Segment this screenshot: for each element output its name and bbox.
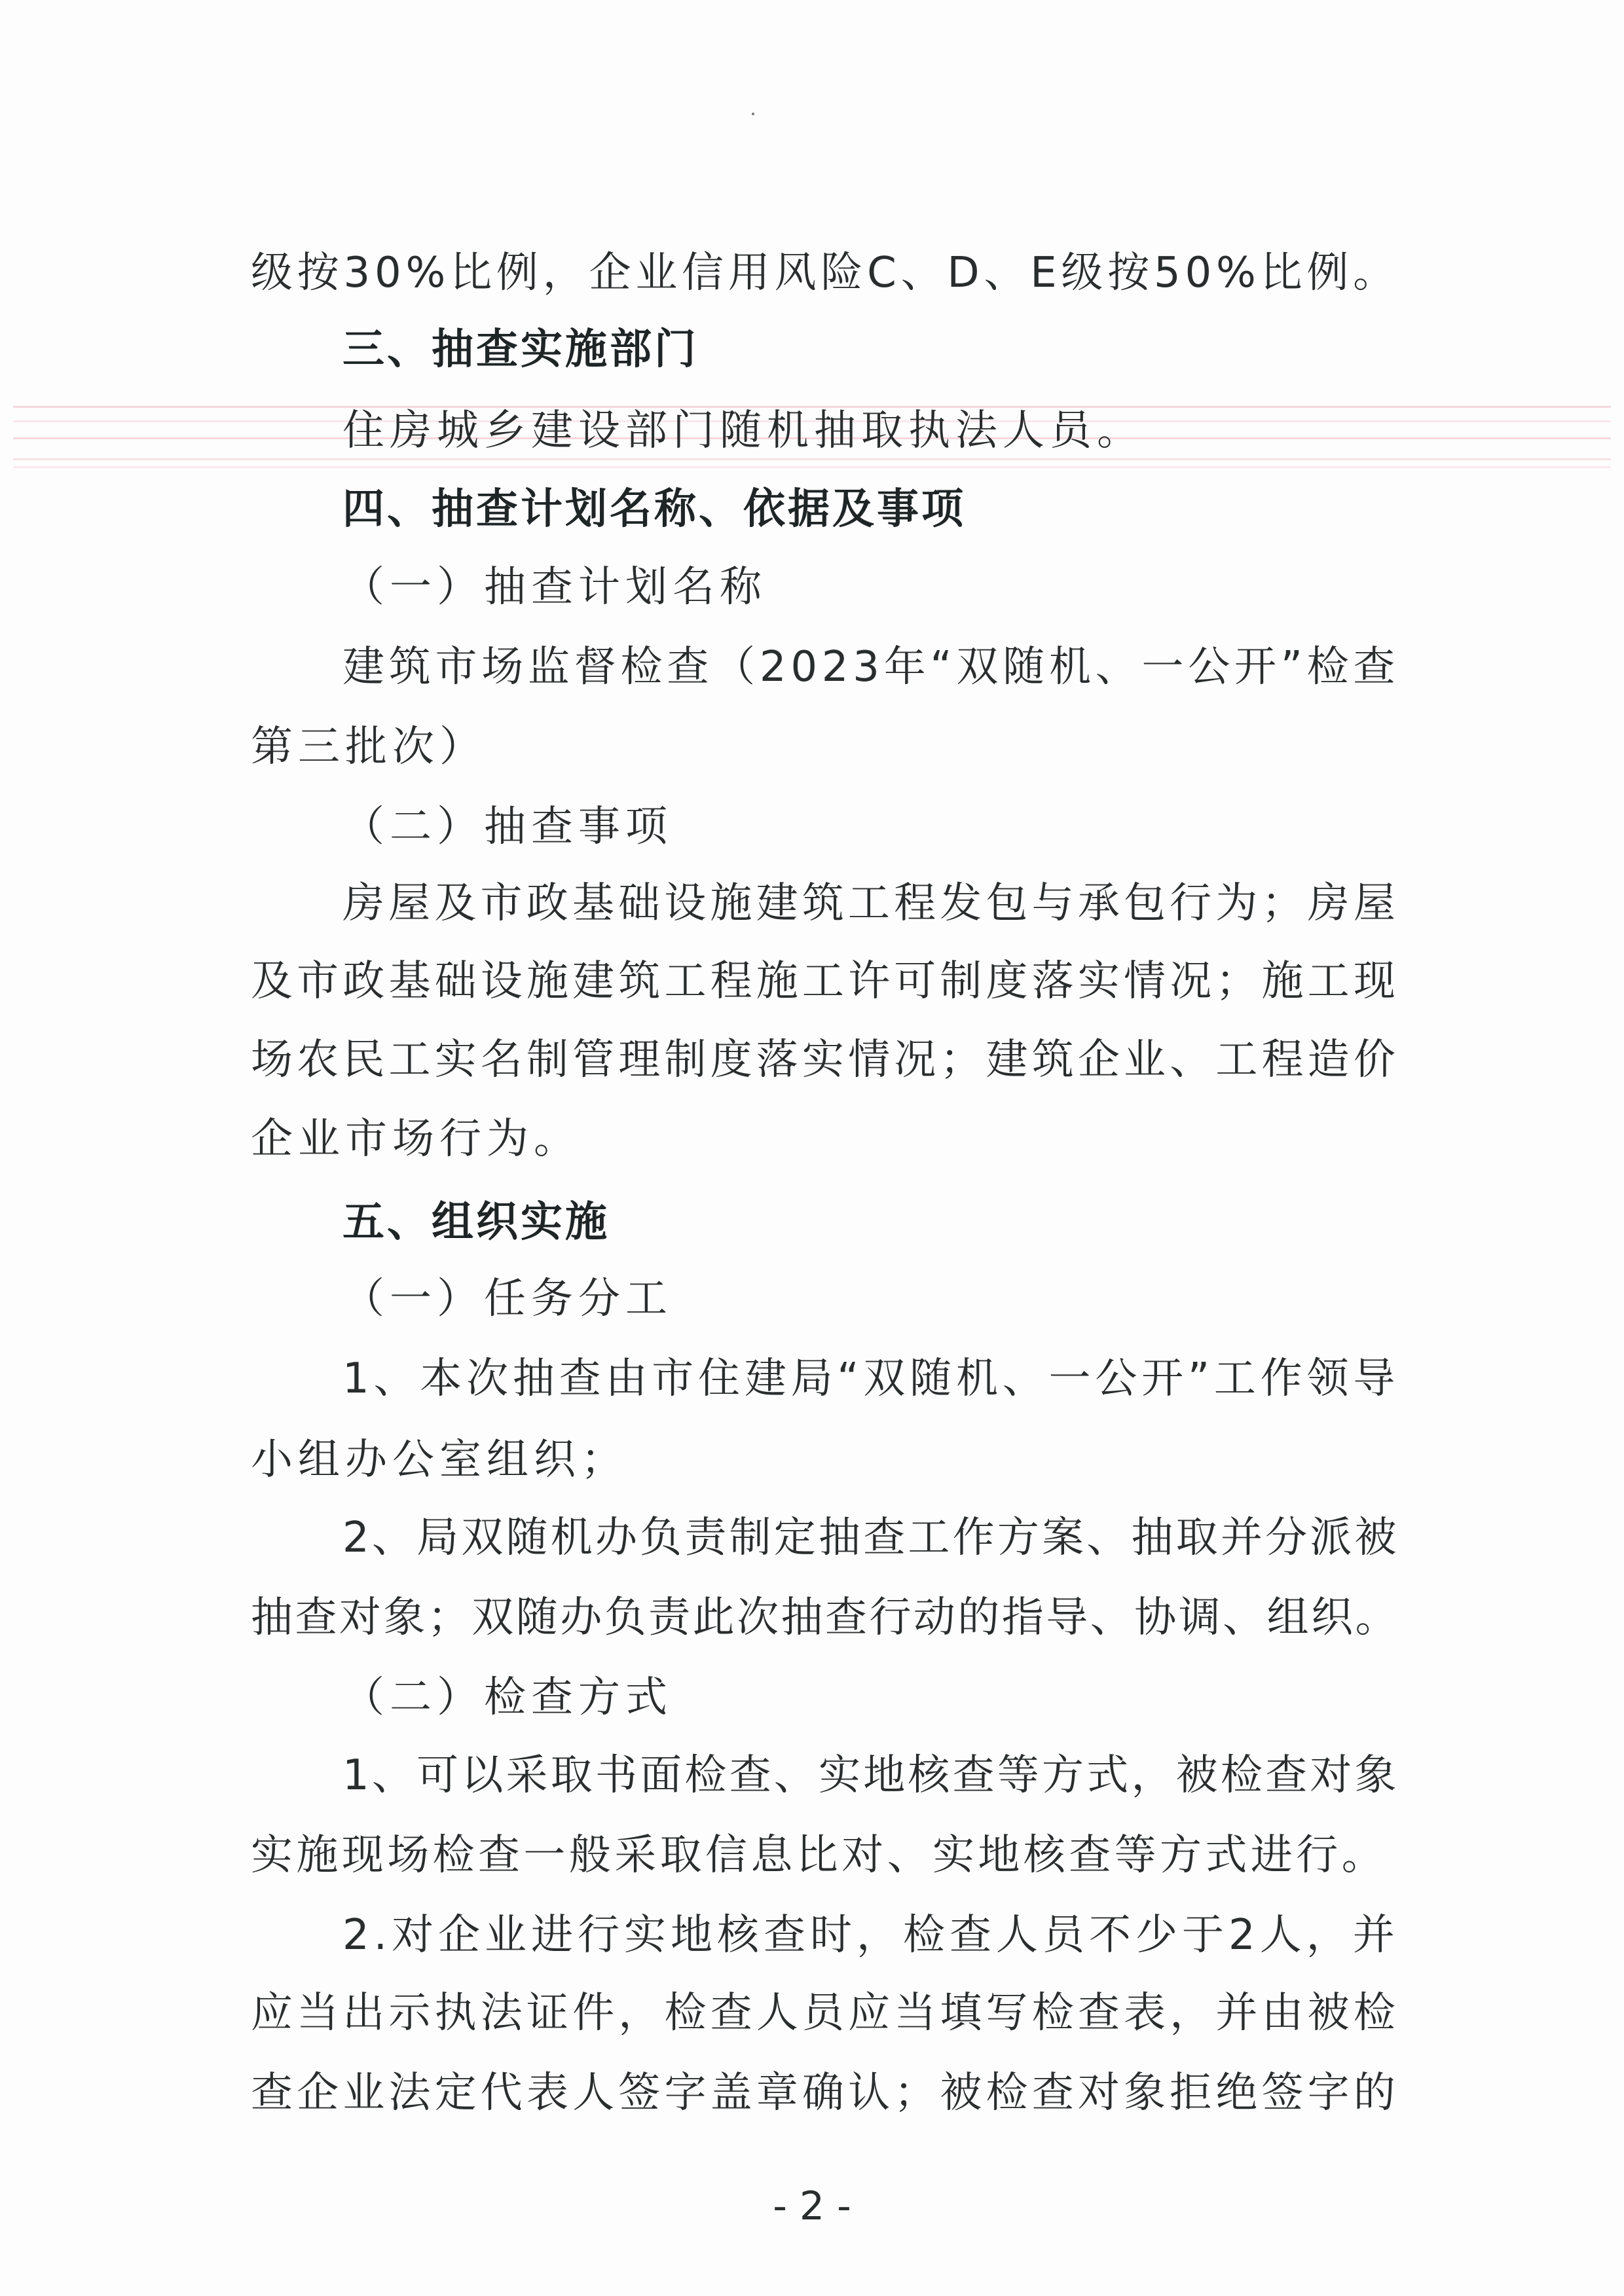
section-heading: 五、组织实施 xyxy=(342,1198,610,1247)
body-line: 级按30%比例，企业信用风险C、D、E级按50%比例。 xyxy=(251,249,1399,297)
subsection-heading: （一）抽查计划名称 xyxy=(342,563,767,611)
section-heading: 四、抽查计划名称、依据及事项 xyxy=(342,485,966,534)
body-line: 房屋及市政基础设施建筑工程发包与承包行为；房屋 xyxy=(342,879,1399,928)
body-line: 应当出示执法证件，检查人员应当填写检查表，并由被检 xyxy=(251,1989,1399,2037)
subsection-heading: （一）任务分工 xyxy=(342,1275,673,1323)
body-line: 第三批次） xyxy=(251,723,487,771)
body-line: 小组办公室组织； xyxy=(251,1436,628,1484)
subsection-heading: （二）抽查事项 xyxy=(342,803,673,851)
body-line: 1、本次抽查由市住建局“双随机、一公开”工作领导 xyxy=(342,1355,1400,1403)
subsection-heading: （二）检查方式 xyxy=(342,1673,673,1722)
section-heading: 三、抽查实施部门 xyxy=(342,325,699,374)
scan-artifact-line xyxy=(13,458,1611,460)
body-line: 建筑市场监督检查（2023年“双随机、一公开”检查 xyxy=(342,643,1400,691)
scan-artifact-line xyxy=(13,466,1611,468)
body-line: 查企业法定代表人签字盖章确认；被检查对象拒绝签字的 xyxy=(251,2069,1399,2117)
page-number: - 2 - xyxy=(773,2183,851,2229)
body-line: 抽查对象；双随办负责此次抽查行动的指导、协调、组织。 xyxy=(251,1594,1399,1642)
body-line: 住房城乡建设部门随机抽取执法人员。 xyxy=(342,407,1144,455)
body-line: 2.对企业进行实地核查时，检查人员不少于2人，并 xyxy=(342,1911,1399,1959)
body-line: 1、可以采取书面检查、实地核查等方式，被检查对象 xyxy=(342,1751,1399,1800)
body-line: 及市政基础设施建筑工程施工许可制度落实情况；施工现 xyxy=(251,957,1399,1006)
body-line: 企业市场行为。 xyxy=(251,1115,581,1163)
body-line: 2、局双随机办负责制定抽查工作方案、抽取并分派被 xyxy=(342,1514,1399,1562)
scan-speck xyxy=(752,113,754,115)
body-line: 场农民工实名制管理制度落实情况；建筑企业、工程造价 xyxy=(251,1036,1399,1084)
body-line: 实施现场检查一般采取信息比对、实地核查等方式进行。 xyxy=(251,1831,1387,1880)
